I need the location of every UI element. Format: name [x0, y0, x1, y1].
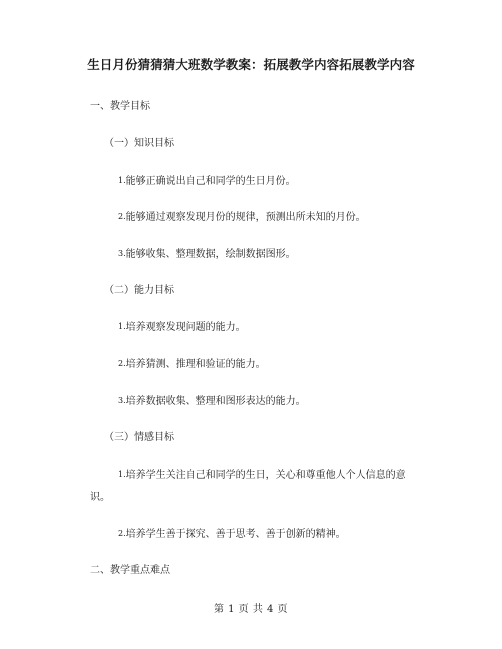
- item-number: 2.: [118, 212, 126, 221]
- section-heading-objectives: 一、教学目标: [90, 101, 150, 112]
- item-text: 能够正确说出自己和同学的生日月份。: [125, 176, 296, 187]
- item-number: 3.: [118, 249, 126, 258]
- item-number: 2.: [118, 359, 126, 368]
- list-item: [118, 394, 306, 409]
- document-title: 生日月份猜猜猜大班数学教案：拓展教学内容拓展教学内容: [87, 57, 415, 72]
- item-text: 培养学生关注自己和同学的生日，关心和尊重他人个人信息的意识。: [90, 470, 406, 503]
- list-item: [118, 527, 346, 542]
- list-item: [118, 320, 246, 335]
- item-number: 3.: [118, 396, 126, 405]
- section-heading-key-points: 二、教学重点难点: [90, 565, 170, 576]
- item-number: 1.: [118, 470, 126, 479]
- item-text: 能够通过观察发现月份的规律，预测出所未知的月份。: [125, 212, 366, 223]
- list-item: [90, 464, 410, 509]
- item-number: 2.: [118, 529, 126, 538]
- item-text: 培养学生善于探究、善于思考、善于创新的精神。: [125, 529, 346, 540]
- item-number: 1.: [118, 322, 126, 331]
- subheading-ability: （二）能力目标: [104, 285, 174, 296]
- item-text: 培养观察发现问题的能力。: [125, 322, 246, 333]
- list-item: [118, 174, 296, 189]
- item-text: 培养猜测、推理和验证的能力。: [125, 359, 266, 370]
- list-item: [118, 210, 366, 225]
- subheading-knowledge: （一）知识目标: [104, 138, 174, 149]
- list-item: [118, 357, 266, 372]
- page-footer: 第 1 页 共 4 页: [213, 604, 289, 615]
- item-number: 1.: [118, 176, 126, 185]
- list-item: [118, 247, 296, 262]
- item-text: 培养数据收集、整理和图形表达的能力。: [125, 396, 306, 407]
- subheading-emotion: （三）情感目标: [104, 432, 174, 443]
- item-text: 能够收集、整理数据，绘制数据图形。: [125, 249, 296, 260]
